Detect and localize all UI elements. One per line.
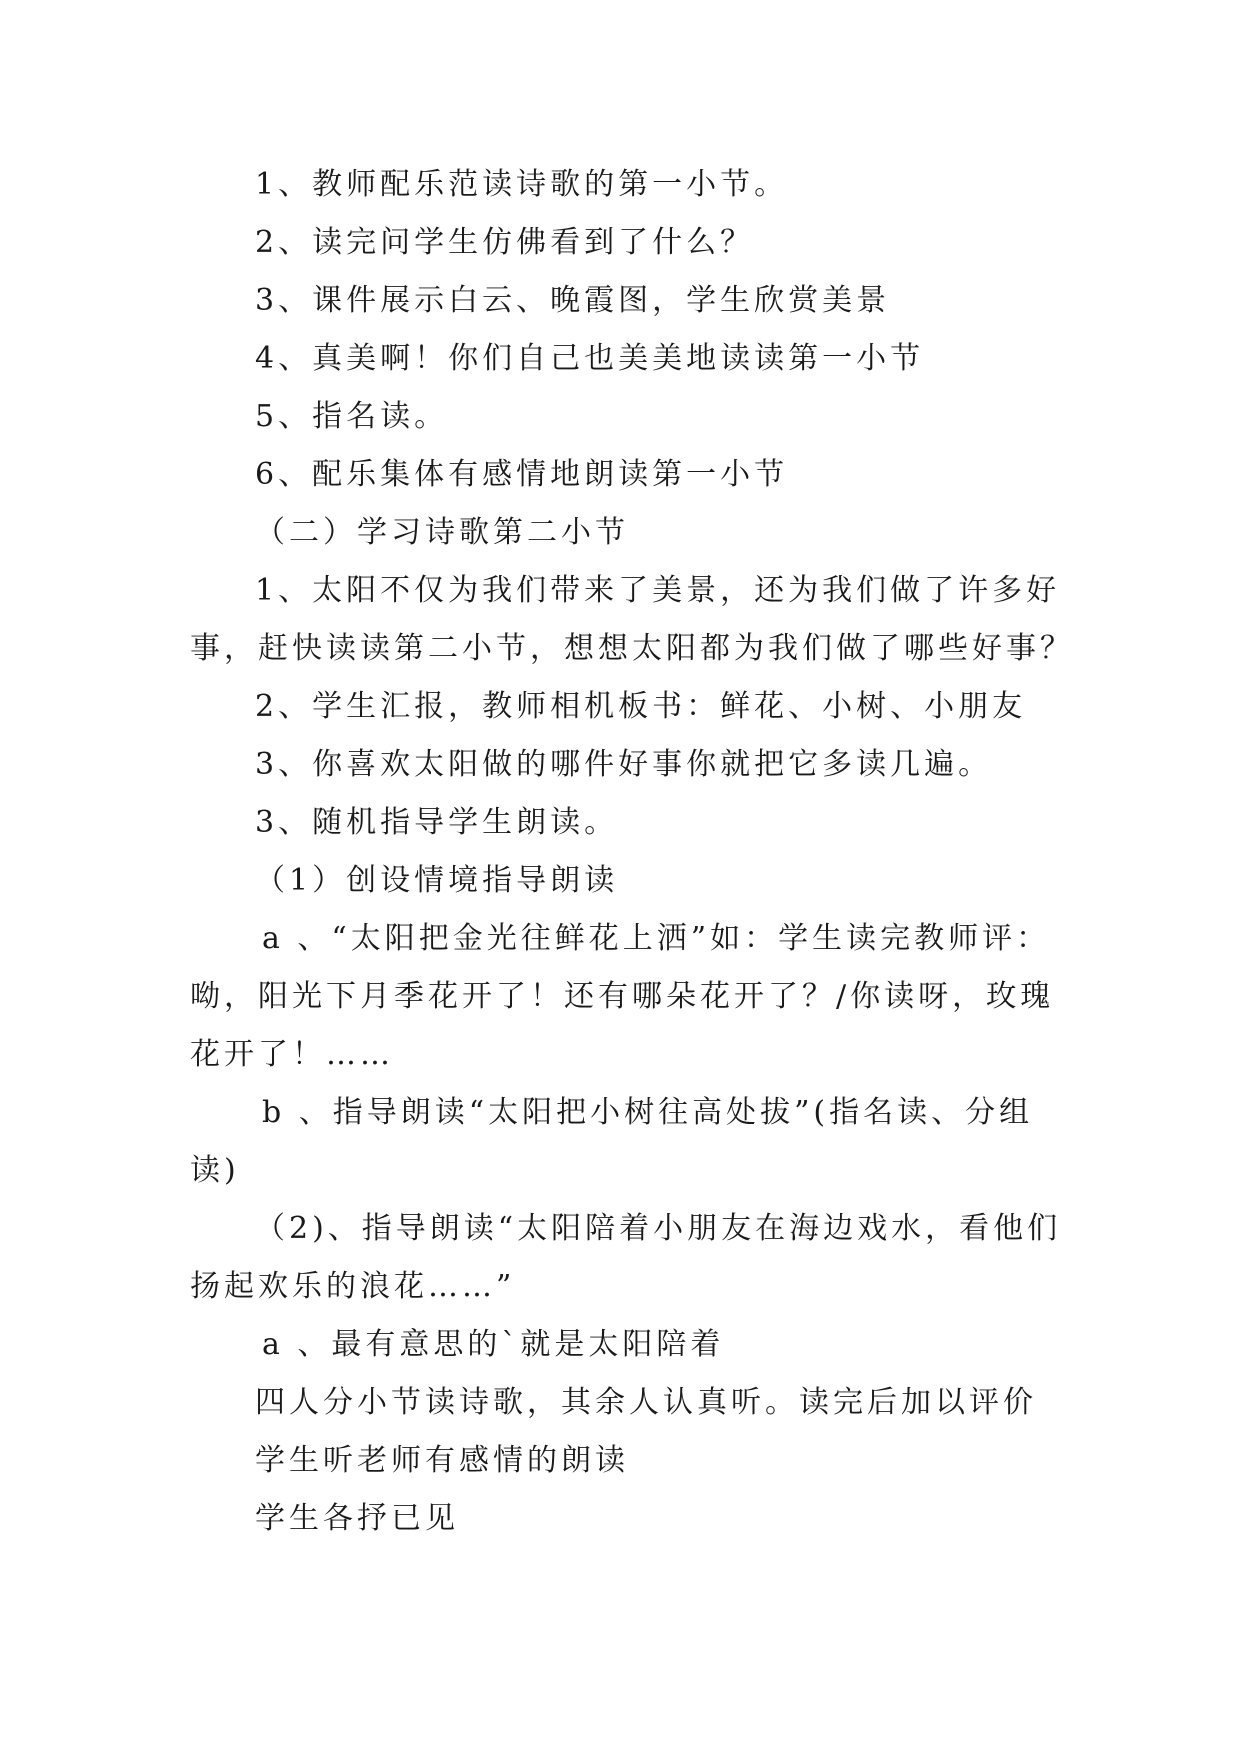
- text-line: 1、教师配乐范读诗歌的第一小节。: [255, 167, 789, 202]
- text-line: a 、最有意思的`就是太阳陪着: [262, 1327, 725, 1362]
- text-line: （2)、指导朗读“太阳陪着小朋友在海边戏水，看他们: [255, 1211, 1062, 1246]
- text-line: （1）创设情境指导朗读: [255, 863, 619, 898]
- text-line: 6、配乐集体有感情地朗读第一小节: [255, 457, 789, 492]
- text-line: 3、随机指导学生朗读。: [255, 805, 619, 840]
- text-line: 扬起欢乐的浪花……”: [190, 1269, 516, 1304]
- text-line: a 、“太阳把金光往鲜花上洒”如：学生读完教师评：: [262, 921, 1051, 956]
- text-line: 学生听老师有感情的朗读: [255, 1443, 629, 1478]
- text-line: b 、指导朗读“太阳把小树往高处拔”(指名读、分组: [262, 1095, 1034, 1130]
- text-line: 3、你喜欢太阳做的哪件好事你就把它多读几遍。: [255, 747, 993, 782]
- text-line: 读): [190, 1153, 240, 1188]
- section-heading: （二）学习诗歌第二小节: [255, 515, 629, 550]
- text-line: 事，赶快读读第二小节，想想太阳都为我们做了哪些好事？: [190, 631, 1074, 666]
- text-line: 4、真美啊！你们自己也美美地读读第一小节: [255, 341, 925, 376]
- text-line: 5、指名读。: [255, 399, 449, 434]
- text-line: 呦，阳光下月季花开了！还有哪朵花开了？/你读呀，玫瑰: [190, 979, 1055, 1014]
- text-line: 1、太阳不仅为我们带来了美景，还为我们做了许多好: [255, 573, 1061, 608]
- text-line: 花开了！……: [190, 1037, 394, 1072]
- text-line: 四人分小节读诗歌，其余人认真听。读完后加以评价: [255, 1385, 1037, 1420]
- text-line: 2、学生汇报，教师相机板书：鲜花、小树、小朋友: [255, 689, 1027, 724]
- text-line: 3、课件展示白云、晚霞图，学生欣赏美景: [255, 283, 891, 318]
- text-line: 2、读完问学生仿佛看到了什么？: [255, 225, 755, 260]
- text-line: 学生各抒已见: [255, 1501, 459, 1536]
